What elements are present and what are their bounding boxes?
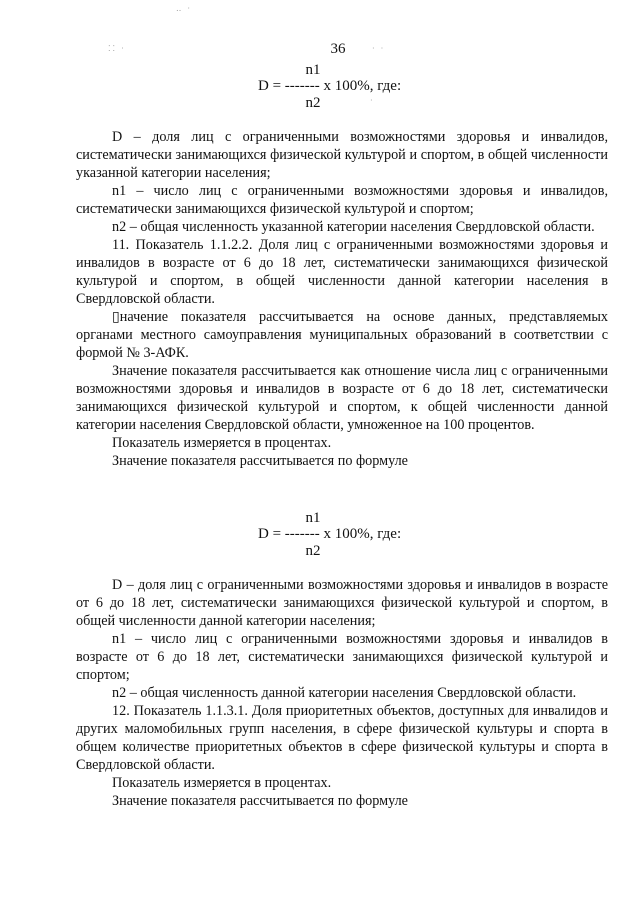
text-block-2 [76,576,608,810]
text-block-1 [76,128,608,470]
formula-line: D = ------- x 100%, где: [258,78,402,94]
formula-numerator: n1 [305,510,321,526]
formula-numerator: n1 [305,62,321,78]
paragraph: Значение показателя рассчитывается по формуле [112,793,408,809]
scan-artifact: · · [372,44,386,53]
paragraph: 12. Показатель 1.1.3.1. Доля приоритетных объектов, доступных для инвалидов и других маломобильных групп населения, в сфере физической культуры и спорта в общем количестве приоритетных объектов в сфере физической культуры и спорта в Свердловской области. [76,703,608,773]
page-number: 36 [330,41,346,57]
paragraph: Значение показателя рассчитывается как отношение числа лиц с ограниченными возможностями здоровья и инвалидов в возрасте от 6 до 18 лет, систематически занимающихся физической культурой и спортом, к общей численности данной категории населения Свердловской области, умноженное на 100 процентов. [76,363,608,433]
paragraph: Показатель измеряется в процентах. [112,435,332,451]
paragraph: n2 – общая численность указанной категории населения Свердловской области. [112,219,595,235]
paragraph: n1 – число лиц с ограниченными возможностями здоровья и инвалидов, систематически занимающихся физической культурой и спортом; [76,183,608,217]
paragraph: n1 – число лиц с ограниченными возможностями здоровья и инвалидов в возрасте от 6 до 18 лет, систематически занимающихся физической культурой и спортом; [76,631,608,683]
paragraph: Показатель измеряется в процентах. [112,775,332,791]
paragraph: D – доля лиц с ограниченными возможностями здоровья и инвалидов в возрасте от 6 до 18 лет, систематически занимающихся физической культурой и спортом, в общей численности данной категории населения; [76,577,608,629]
scan-artifact: · [370,96,375,105]
formula-line: D = ------- x 100%, где: [258,526,402,542]
paragraph: Значение показателя рассчитывается по формуле [112,453,408,469]
scan-artifact: ⁚⁚ · [108,44,126,53]
scan-artifact: ‥ · [176,4,192,13]
paragraph: D – доля лиц с ограниченными возможностями здоровья и инвалидов, систематически занимающихся физической культурой и спортом, в общей численности указанной категории населения; [76,129,608,181]
formula-denominator: n2 [305,95,321,111]
paragraph: 11. Показатель 1.1.2.2. Доля лиц с ограниченными возможностями здоровья и инвалидов в возрасте от 6 до 18 лет, систематически занимающихся физической культурой и спортом, в общей численности данной категории населения в Свердловской области. [76,237,608,307]
formula-denominator: n2 [305,543,321,559]
paragraph: n2 – общая численность данной категории населения Свердловской области. [112,685,577,701]
paragraph: ▯начение показателя рассчитывается на основе данных, представляемых органами местного самоуправления муниципальных образований в соответствии с формой № 3-АФК. [76,309,608,361]
